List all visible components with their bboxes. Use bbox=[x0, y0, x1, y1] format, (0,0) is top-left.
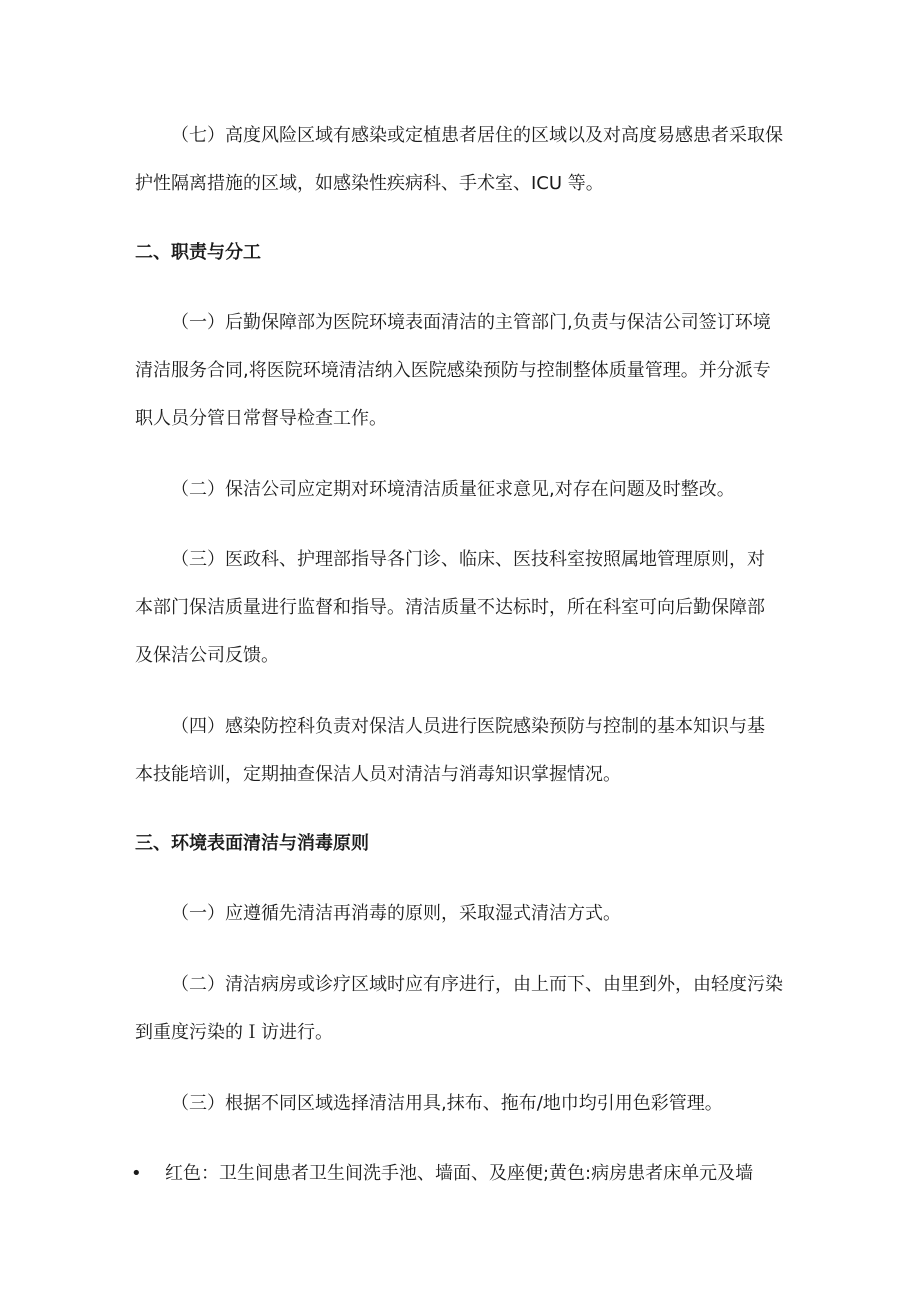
section-2-item-2-line-1: （二）保洁公司应定期对环境清洁质量征求意见,对存在问题及时整改。 bbox=[171, 479, 735, 500]
section-3-heading: 三、环境表面清洁与消毒原则 bbox=[135, 833, 369, 854]
section-2-item-4-line-1: （四）感染防控科负责对保洁人员进行医院感染预防与控制的基本知识与基 bbox=[171, 716, 765, 737]
section-3-item-3-line-1: （三）根据不同区域选择清洁用具,抹布、拖布/地巾均引用色彩管理。 bbox=[171, 1093, 723, 1114]
item-7-line-2: 护性隔离措施的区域，如感染性疾病科、手术室、ICU 等。 bbox=[135, 173, 604, 194]
section-2-item-4-line-2: 本技能培训，定期抽查保洁人员对清洁与消毒知识掌握情况。 bbox=[135, 764, 621, 785]
bullet-marker: • bbox=[131, 1163, 142, 1184]
item-7-line-1: （七）高度风险区域有感染或定植患者居住的区域以及对高度易感患者采取保 bbox=[171, 125, 783, 146]
section-2-item-1-line-1: （一）后勤保障部为医院环境表面清洁的主管部门,负责与保洁公司签订环境 bbox=[171, 312, 771, 333]
section-3-item-2-line-2: 到重度污染的Ｉ访进行。 bbox=[135, 1022, 333, 1043]
section-2-item-3-line-1: （三）医政科、护理部指导各门诊、临床、医技科室按照属地管理原则，对 bbox=[171, 549, 765, 570]
section-2-item-1-line-3: 职人员分管日常督导检查工作。 bbox=[135, 408, 387, 429]
section-2-item-3-line-3: 及保洁公司反馈。 bbox=[135, 645, 279, 666]
section-3-item-1-line-1: （一）应遵循先清洁再消毒的原则，采取湿式清洁方式。 bbox=[171, 903, 621, 924]
section-2-item-3-line-2: 本部门保洁质量进行监督和指导。清洁质量不达标时，所在科室可向后勤保障部 bbox=[135, 597, 765, 618]
bullet-1-line-1: 红色：卫生间患者卫生间洗手池、墙面、及座便;黄色:病房患者床单元及墙 bbox=[165, 1163, 754, 1184]
section-2-item-1-line-2: 清洁服务合同,将医院环境清洁纳入医院感染预防与控制整体质量管理。并分派专 bbox=[135, 360, 771, 381]
section-2-heading: 二、职责与分工 bbox=[135, 242, 261, 263]
section-3-item-2-line-1: （二）清洁病房或诊疗区域时应有序进行，由上而下、由里到外，由轻度污染 bbox=[171, 974, 783, 995]
